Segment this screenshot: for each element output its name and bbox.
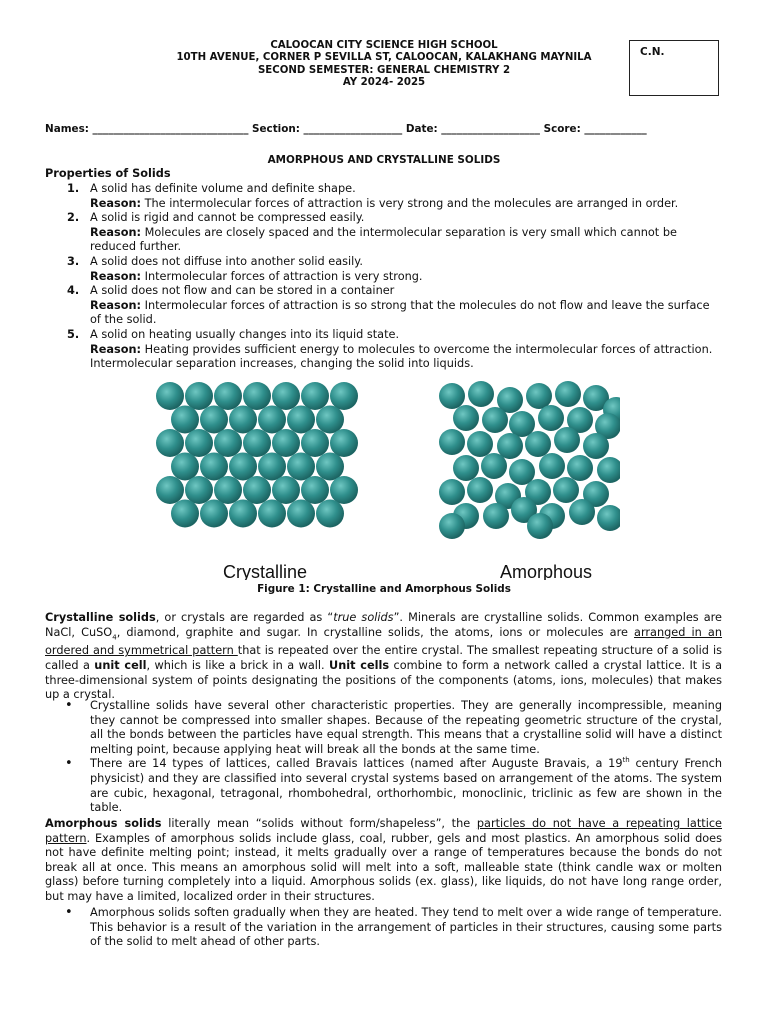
crystal-particle [287,500,315,528]
crystal-particle [200,500,228,528]
amorphous-particle [554,427,580,453]
crystalline-lattice [156,382,358,528]
amorphous-paragraph: Amorphous solids literally mean “solids without form/shapeless”, the particles do not have a repeating lattice pattern. Examples of amorphous solids include glass, coal, rubber, gels and most plastics. An amorphous solid does not have definite melting point; instead, it melts gradually over a range of temperatures because the bonds do not break all at once. This means an amorphous solid will melt into a soft, malleable state (think candle wax or molten glass) before turning completely into a liquid. Amorphous solids (ex. glass), like liquids, do not have long range order, but may have a limited, localized order in their structures. [45,817,722,903]
crystal-particle [214,382,242,410]
amorphous-particle [467,477,493,503]
crystal-particle [330,476,358,504]
amorphous-particle [597,457,620,483]
amorphous-particle [525,431,551,457]
property-item: 2. A solid is rigid and cannot be compressed easily. Reason: Molecules are closely spaced and the intermolecular separation is very small which cannot be reduced further. [67,211,677,254]
amorphous-particle [481,453,507,479]
amorphous-arrangement [439,381,620,539]
academic-year: AY 2024- 2025 [342,77,426,89]
crystal-particle [156,429,184,457]
property-item: 3. A solid does not diffuse into another solid easily. Reason: Intermolecular forces of attraction is very strong. [67,254,423,283]
amorphous-particle [439,513,465,539]
crystal-particle [185,476,213,504]
crystal-particle [316,406,344,434]
property-item: 1. A solid has definite volume and definite shape. Reason: The intermolecular forces of attraction is very strong and the molecules are arranged in order. [67,182,679,210]
crystal-particle [272,476,300,504]
crystal-particle [301,382,329,410]
cn-label: C.N. [640,46,665,58]
amorphous-particle [482,407,508,433]
crystal-particle [301,429,329,457]
crystalline-amorphous-illustration [150,380,620,580]
amorphous-bullets [45,906,722,950]
crystalline-label: Crystalline [222,562,308,580]
crystal-particle [243,476,271,504]
crystal-particle [171,453,199,481]
properties-list [45,182,720,372]
school-name: CALOOCAN CITY SCIENCE HIGH SCHOOL [270,40,498,51]
crystal-particle [200,406,228,434]
amorphous-label: Amorphous [499,562,593,580]
properties-heading: Properties of Solids [45,167,171,180]
amorphous-particle [597,505,620,531]
crystal-particle [272,429,300,457]
solids-figure [150,380,620,580]
crystal-particle [301,476,329,504]
amorphous-particle [553,477,579,503]
property-item: 4. A solid does not flow and can be stored in a container Reason: Intermolecular forces of attraction is so strong that the molecules do not flow and leave the surface of the solid. [67,284,710,327]
amorphous-particle [468,381,494,407]
crystal-particle [171,406,199,434]
figure-caption: Figure 1: Crystalline and Amorphous Solids [257,583,511,595]
amorphous-particle [569,499,595,525]
crystal-particle [272,382,300,410]
cn-box[interactable] [629,40,719,96]
crystal-particle [330,429,358,457]
crystal-particle [200,453,228,481]
crystal-particle [214,429,242,457]
crystal-particle [185,429,213,457]
document-title: AMORPHOUS AND CRYSTALLINE SOLIDS [267,154,501,166]
crystal-particle [287,406,315,434]
school-address: 10TH AVENUE, CORNER P SEVILLA ST, CALOOCAN, KALAKHANG MAYNILA [176,52,592,64]
crystal-particle [156,476,184,504]
amorphous-particle [555,381,581,407]
amorphous-particle [567,455,593,481]
crystal-particle [156,382,184,410]
crystal-particle [287,453,315,481]
crystal-particle [171,500,199,528]
list-item: • Amorphous solids soften gradually when they are heated. They tend to melt over a wide range of temperature. This behavior is a result of the variation in the arrangement of particles in their structures, causing some parts of the solid to melt ahead of other parts. [65,905,722,949]
list-item: • Crystalline solids have several other characteristic properties. They are generally incompressible, meaning they cannot be compressed into smaller shapes. Because of the repeating geometric structure of the crystal, all the bonds between the particles have equal strength. This means that a crystalline solid will have a distinct melting point, because applying heat will break all the bonds at the same time. [65,698,722,756]
crystalline-paragraph: Crystalline solids, or crystals are regarded as “true solids”. Minerals are crystalline solids. Common examples are NaCl, CuSO$_4$, diamond, graphite and sugar. In crystalline solids, the atoms, ions or molecules are arranged in an ordered and symmetrical pattern that is repeated over the entire crystal. The smallest repeating structure of a solid is called a unit cell, which is like a brick in a wall. Unit cells combine to form a network called a crystal lattice. It is a three-dimensional system of points designating the positions of the components (atoms, ions, molecules) that makes up a crystal. [45,611,723,702]
amorphous-particle [538,405,564,431]
crystal-particle [258,453,286,481]
crystalline-bullets [45,699,722,816]
amorphous-particle [467,431,493,457]
amorphous-particle [527,513,553,539]
amorphous-particle [439,383,465,409]
crystal-particle [243,429,271,457]
student-info-line[interactable]: Names: ______________________________ Section: ___________________ Date: ___________________ Score: ____________ [45,123,647,135]
crystal-particle [258,500,286,528]
amorphous-particle [439,429,465,455]
semester-line: SECOND SEMESTER: GENERAL CHEMISTRY 2 [257,64,511,76]
crystal-particle [185,382,213,410]
crystal-particle [214,476,242,504]
amorphous-particle [583,433,609,459]
amorphous-particle [539,453,565,479]
amorphous-particle [453,405,479,431]
crystal-particle [316,500,344,528]
amorphous-particle [439,479,465,505]
crystal-particle [258,406,286,434]
property-item: 5. A solid on heating usually changes into its liquid state. Reason: Heating provides sufficient energy to molecules to overcome the intermolecular forces of attraction. Intermolecular separation increases, changing the solid into liquids. [67,327,713,371]
amorphous-particle [483,503,509,529]
amorphous-particle [453,455,479,481]
crystal-particle [330,382,358,410]
crystal-particle [229,500,257,528]
amorphous-particle [526,383,552,409]
crystal-particle [243,382,271,410]
crystal-particle [316,453,344,481]
crystal-particle [229,406,257,434]
crystal-particle [229,453,257,481]
list-item: • There are 14 types of lattices, called Bravais lattices (named after Auguste Bravais, a 19th century French physicist) and they are classified into several crystal systems based on arrangement of the atoms. The system are cubic, hexagonal, tetragonal, rhombohedral, orthorhombic, monoclinic, triclinic as few are shown in the table. [65,756,723,815]
